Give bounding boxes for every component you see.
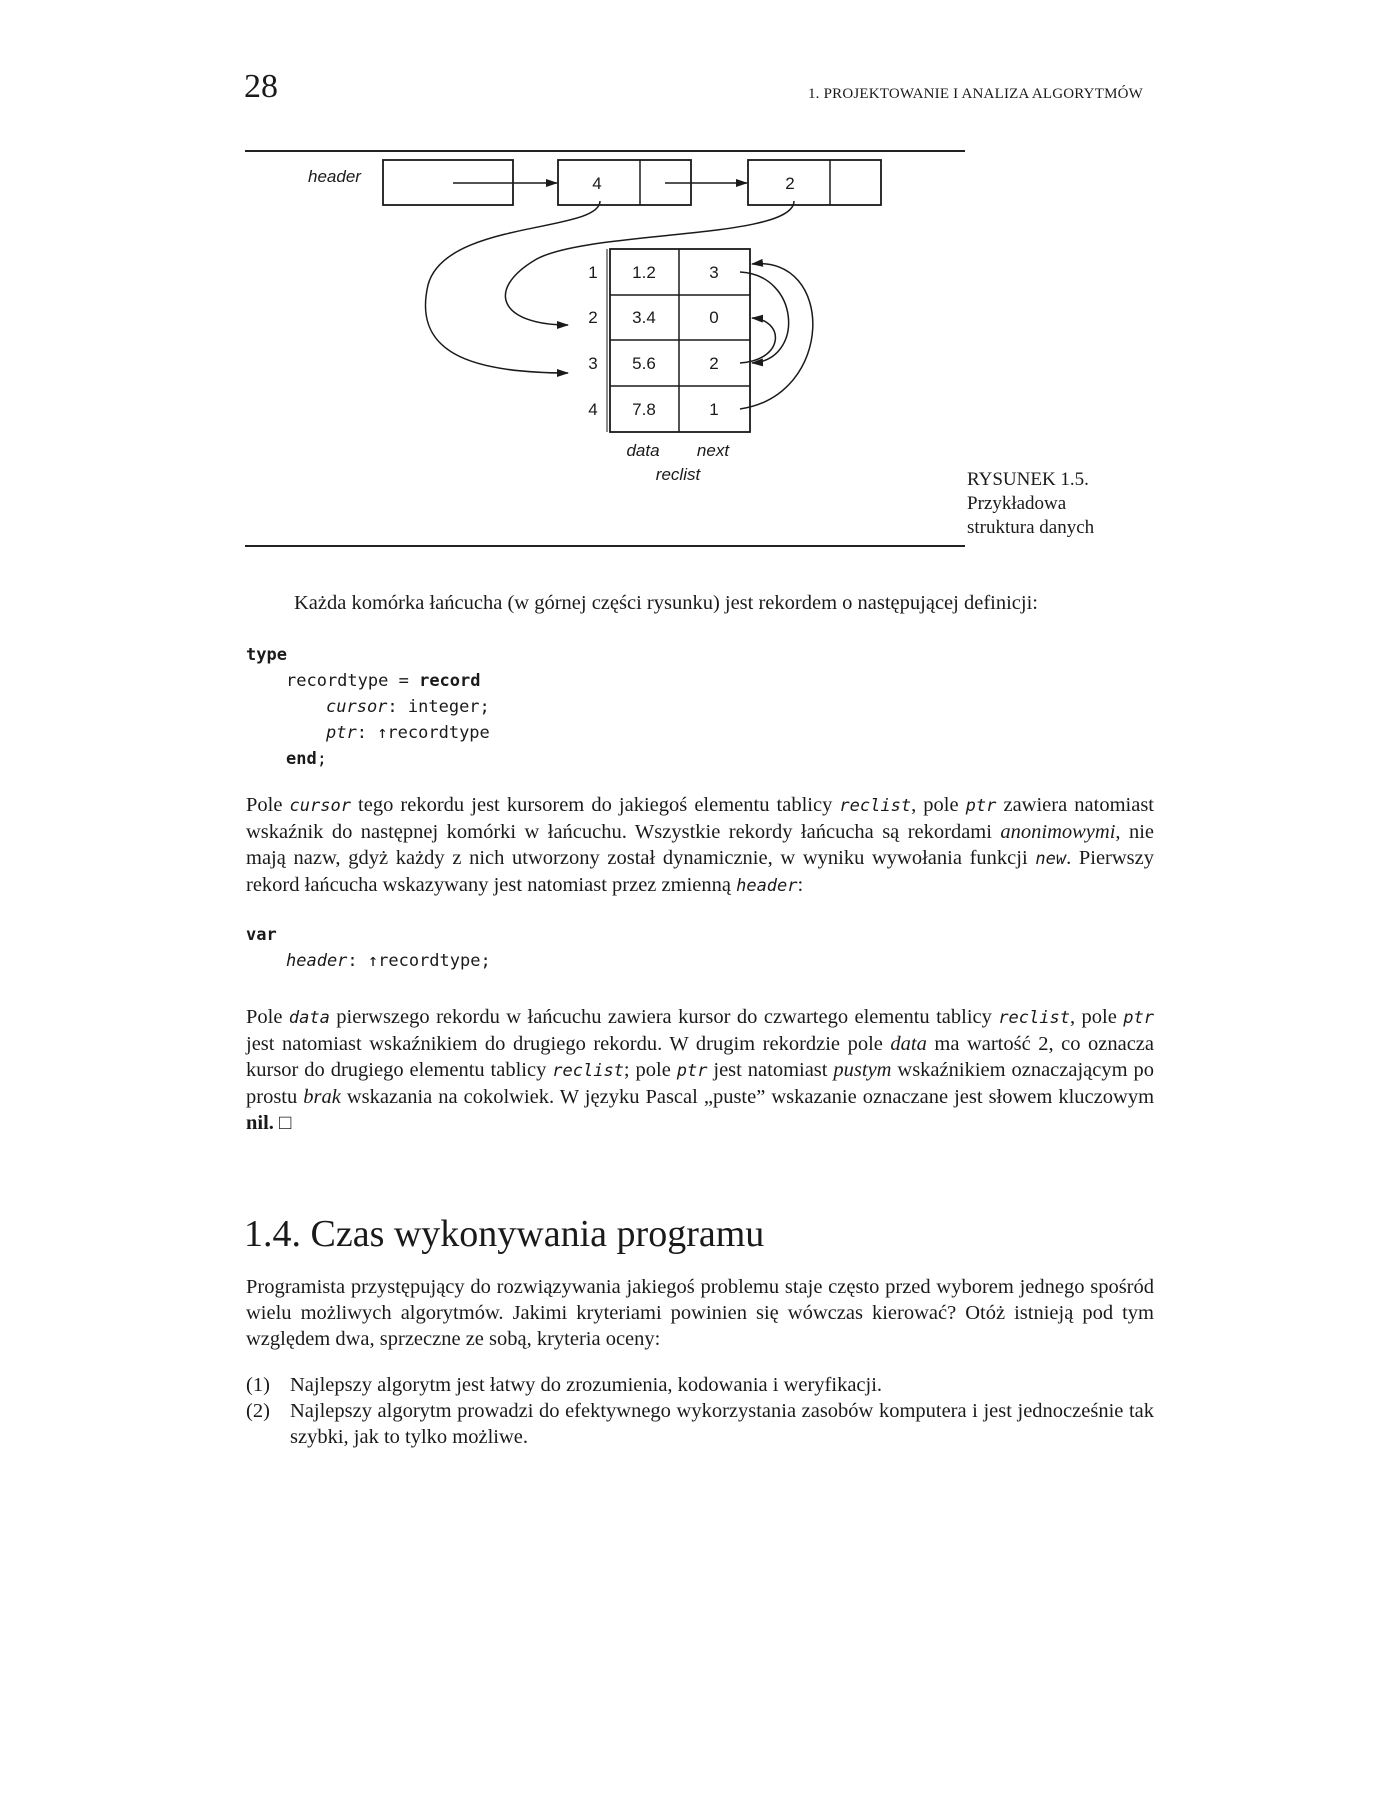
row-index-2: 2 bbox=[588, 308, 598, 327]
paragraph-1: Każda komórka łańcucha (w górnej części rysunku) jest rekordem o następującej definicji: bbox=[294, 592, 1038, 614]
list-item bbox=[246, 1372, 1154, 1398]
data-value-1: 1.2 bbox=[632, 263, 656, 282]
chain-cell-1-value: 4 bbox=[592, 174, 602, 193]
caption-line-3: struktura danych bbox=[967, 517, 1095, 538]
figure-caption bbox=[967, 468, 1094, 540]
list-item-text: Najlepszy algorytm jest łatwy do zrozumienia, kodowania i weryfikacji. bbox=[290, 1374, 883, 1396]
col-data-label: data bbox=[626, 441, 660, 460]
caption-line-2: Przykładowa bbox=[967, 493, 1067, 514]
list-item bbox=[246, 1398, 1154, 1450]
code-end-line: end; bbox=[286, 749, 327, 769]
figure-bottom-rule bbox=[245, 545, 965, 547]
section-title: 1.4. Czas wykonywania programu bbox=[244, 1213, 765, 1255]
list-item-number: (1) bbox=[246, 1374, 270, 1396]
chain-cell-2-value: 2 bbox=[785, 174, 795, 193]
row-index-4: 4 bbox=[588, 400, 598, 419]
caption-line-1: RYSUNEK 1.5. bbox=[967, 469, 1089, 490]
code-var-line: var bbox=[246, 925, 277, 945]
paragraph-4: Programista przystępujący do rozwiązywania jakiegoś problemu staje często przed wyborem jednego spośród wielu możliwych algorytmów. Jakimi kryteriami powinien się wówczas kierować? Otóż istnieją pod tym względem dwa, sprzeczne ze sobą, kryteria oceny: bbox=[246, 1276, 1154, 1350]
next-arc-1-to-3 bbox=[740, 272, 789, 363]
next-value-1: 3 bbox=[709, 263, 719, 282]
next-arc-4-to-1 bbox=[740, 264, 813, 409]
list-item-number: (2) bbox=[246, 1400, 270, 1422]
page-number: 28 bbox=[244, 68, 278, 105]
header-label: header bbox=[308, 167, 361, 186]
next-value-4: 1 bbox=[709, 400, 719, 419]
next-value-2: 0 bbox=[709, 308, 719, 327]
code-ptr-line: ptr: ↑recordtype bbox=[326, 723, 490, 743]
code-block-var bbox=[246, 922, 491, 974]
data-value-3: 5.6 bbox=[632, 354, 656, 373]
cell1-to-row4-arrow bbox=[425, 201, 600, 373]
code-record-line: recordtype = record bbox=[286, 671, 481, 691]
data-value-2: 3.4 bbox=[632, 308, 656, 327]
figure-linked-list bbox=[245, 145, 965, 545]
code-block-type bbox=[246, 642, 490, 772]
col-next-label: next bbox=[696, 441, 730, 460]
reclist-array bbox=[607, 249, 750, 432]
paragraph-2: Pole cursor tego rekordu jest kursorem do jakiegoś elementu tablicy reclist, pole ptr zawiera natomiast wskaźnik do następnej komórki w łańcuchu. Wszystkie rekordy łańcucha są rekordami anonimowymi, nie mają nazw, gdyż każdy z nich utworzony został dynamicznie, w wyniku wywołania funkcji new. Pierwszy rekord łańcucha wskazywany jest natomiast przez zmienną header: bbox=[246, 794, 1155, 896]
paragraph-3: Pole data pierwszego rekordu w łańcuchu zawiera kursor do czwartego elementu tablicy reclist, pole ptr jest natomiast wskaźnikiem do drugiego rekordu. W drugim rekordzie pole data ma wartość 2, co oznacza kursor do drugiego elementu tablicy reclist; pole ptr jest natomiast pustym wskaźnikiem oznaczającym po prostu brak wskazania na cokolwiek. W języku Pascal „puste” wskazanie oznaczane jest słowem kluczowym nil. □ bbox=[246, 1006, 1155, 1134]
next-value-3: 2 bbox=[709, 354, 719, 373]
figure-svg bbox=[245, 145, 965, 545]
list-item-text: Najlepszy algorytm prowadzi do efektywnego wykorzystania zasobów komputera i jest jednocześnie tak szybki, jak to tylko możliwe. bbox=[290, 1400, 1154, 1448]
data-value-4: 7.8 bbox=[632, 400, 656, 419]
array-label: reclist bbox=[655, 465, 701, 484]
code-type-line: type bbox=[246, 645, 287, 665]
chain-cell-2 bbox=[748, 160, 881, 205]
row-index-1: 1 bbox=[588, 263, 598, 282]
code-header-decl-line: header: ↑recordtype; bbox=[286, 951, 491, 971]
row-index-3: 3 bbox=[588, 354, 598, 373]
running-head: 1. PROJEKTOWANIE I ANALIZA ALGORYTMÓW bbox=[807, 86, 1143, 102]
code-cursor-line: cursor: integer; bbox=[326, 697, 490, 717]
